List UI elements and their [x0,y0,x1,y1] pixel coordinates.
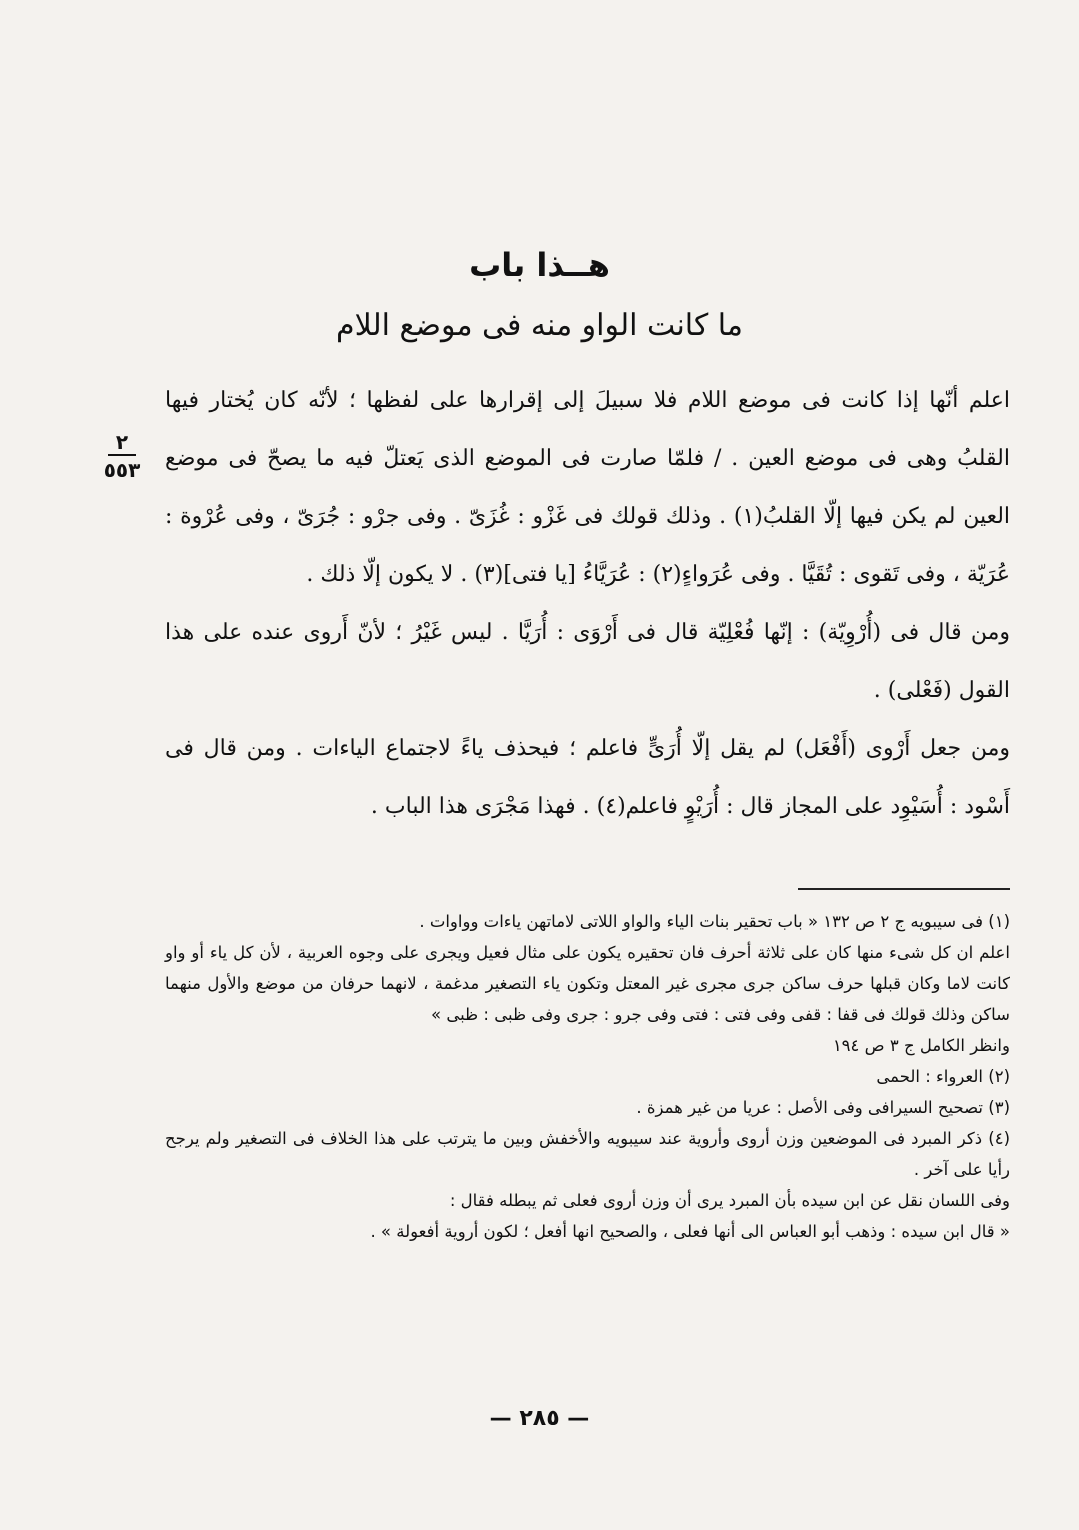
chapter-heading: هــذا باب [469,246,610,284]
body-paragraph: ومن جعل أَرْوى (أَفْعَل) لم يقل إلّا أُرَىٍّ فاعلم ؛ فيحذف ياءً لاجتماع الياءات . ومن قال فى أَسْود : أُسَيْوِد على المجاز قال : أُرَيْوٍ فاعلم(٤) . فهذا مَجْرَى هذا الباب . [165,736,1010,819]
footnote: (٢) العرواء : الحمى [876,1067,1010,1086]
chapter-subtitle: ما كانت الواو منه فى موضع اللام [336,308,743,343]
margin-reference-volume: ٢ [108,430,136,456]
footnote: وانظر الكامل ج ٣ ص ١٩٤ [832,1036,1010,1055]
body-paragraph: ومن قال فى (أُرْوِيّة) : إنّها فُعْلِيّة قال فى أَرْوَى : أُرَيَّا . ليس غَيْرُ ؛ لأنّ أَروى عنده على هذا القول (فَعْلى) . [165,620,1010,703]
body-paragraph: اعلم أنّها إذا كانت فى موضع اللام فلا سبيلَ إلى إقرارها على لفظها ؛ لأنّه كان يُختار فيها القلبُ وهى فى موضع العين . / فلمّا صارت فى الموضع الذى يَعتلّ فيه ما يصحّ فى موضع العين لم يكن فيها إلّا القلبُ(١) . وذلك قولك فى غَزْو : غُزَىّ . وفى جرْو : جُرَىّ ، وفى عُرْوة : عُرَيّة ، وفى تَقوى : تُقَيَّا . وفى عُرَواءٍ(٢) : عُرَيَّاءُ [يا فتى](٣) . لا يكون إلّا ذلك . [165,388,1011,587]
page-number: — ٢٨٥ — [489,1406,590,1431]
main-text [165,372,1010,836]
footnote: (٣) تصحيح السيرافى وفى الأصل : عريا من غير همزة . [636,1098,1010,1117]
margin-reference-page: ٥٥٣ [103,458,141,482]
footnote: (٤) ذكر المبرد فى الموضعين وزن أروى وأروية عند سيبويه والأخفش وبين ما يترتب على هذا الخلاف فى التصغير ولم يرجح رأيا على آخر . [165,1129,1010,1179]
footnote: « قال ابن سيده : وذهب أبو العباس الى أنها فعلى ، والصحيح انها أفعل ؛ لكون أروية أفعولة » . [370,1222,1010,1241]
footnote: اعلم ان كل شىء منها كان على ثلاثة أحرف فان تحقيره يكون على مثال فعيل ويجرى على وجوه العربية ، لأن كل ياء أو واو كانت لاما وكان قبلها حرف ساكن جرى مجرى غير المعتل وتكون ياء التصغير مدغمة ، لانهما حرفان من موضع والأول منهما ساكن وذلك قولك فى قفا : قفى وفى فتى : فتى وفى جرو : جرى وفى ظبى : ظبى » [165,943,1010,1024]
footnote-separator [798,888,1010,890]
footnote: وفى اللسان نقل عن ابن سيده بأن المبرد يرى أن وزن أروى فعلى ثم يبطله فقال : [449,1191,1010,1210]
margin-reference [92,430,152,482]
footnote: (١) فى سيبويه ج ٢ ص ١٣٢ « باب تحقير بنات الياء والواو اللاتى لاماتهن ياءات وواوات . [419,912,1010,931]
footnotes [165,906,1010,1247]
